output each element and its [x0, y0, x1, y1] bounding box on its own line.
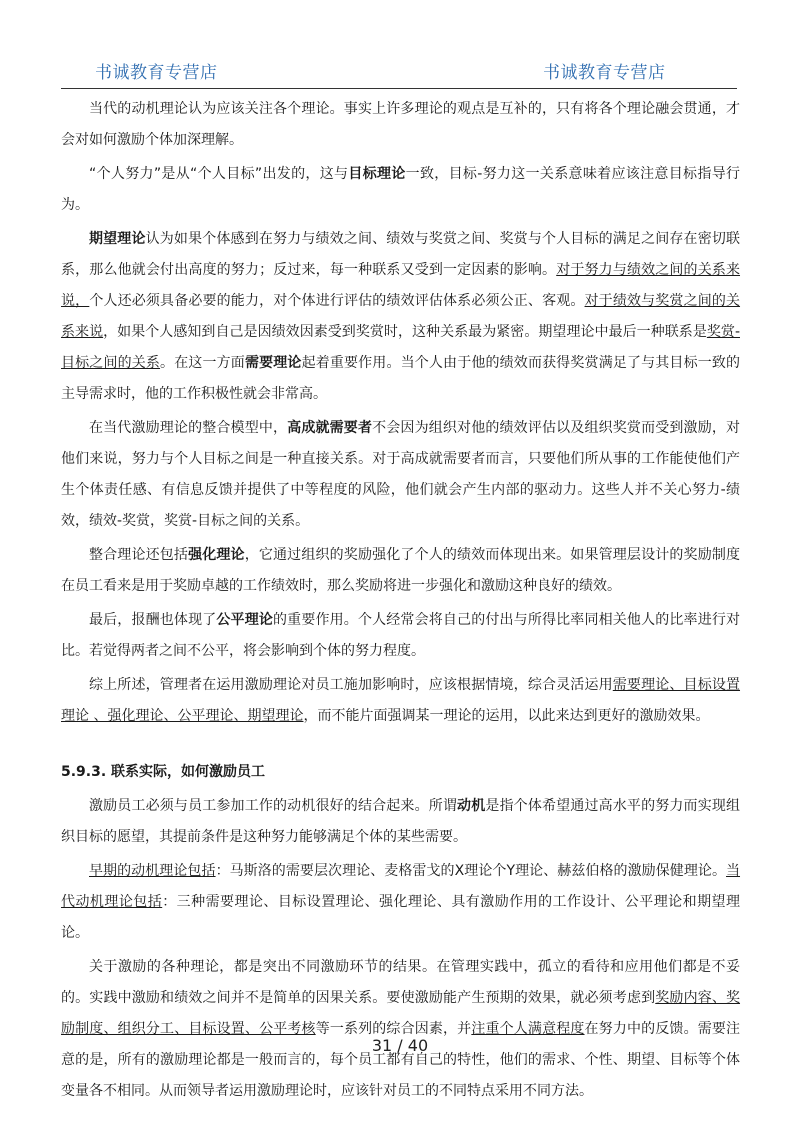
underlined-text: 对于绩效与奖赏之间的关系来说: [61, 293, 741, 340]
underlined-text: 奖励内容、奖励制度、组织分工、目标设置、公平考核: [61, 990, 741, 1037]
underlined-text: 需要理论、目标设置理论 、强化理论、公平理论、期望理论: [61, 677, 741, 724]
paragraph: 最后，报酬也体现了公平理论的重要作用。个人经常会将自己的付出与所得比率同相关他人的比率进行对比。若觉得两者之间不公平，将会影响到个体的努力程度。: [61, 612, 741, 659]
underlined-text: 早期的动机理论包括: [89, 863, 216, 879]
bold-term: 动机: [457, 798, 486, 814]
bold-term: 目标理论: [348, 166, 406, 182]
current-page: 31: [371, 1036, 393, 1055]
paragraph: 当代的动机理论认为应该关注各个理论。事实上许多理论的观点是互补的，只有将各个理论融会贯通，才会对如何激励个体加深理解。: [61, 101, 740, 148]
underlined-text: 对于努力与绩效之间的关系来说，: [61, 262, 741, 309]
header-shop-name-left: 书诚教育专营店: [95, 63, 218, 83]
paragraph: 激励员工必须与员工参加工作的动机很好的结合起来。所谓动机是指个体希望通过高水平的努力而实现组织目标的愿望，其提前条件是这种努力能够满足个体的某些需要。: [61, 798, 741, 845]
total-pages: 40: [407, 1036, 429, 1055]
bold-term: 期望理论: [89, 231, 146, 247]
underlined-text: 奖赏-目标之间的关系: [61, 324, 740, 371]
document-body: [61, 94, 740, 1110]
bold-term: 需要理论: [244, 355, 302, 371]
underlined-text: 注重个人满意程度: [471, 1021, 585, 1037]
page-number: 31 / 40: [371, 1036, 429, 1055]
paragraph: 整合理论还包括强化理论，它通过组织的奖励强化了个人的绩效而体现出来。如果管理层设计的奖励制度在员工看来是用于奖励卓越的工作绩效时，那么奖励将进一步强化和激励这种良好的绩效。: [61, 547, 741, 594]
paragraph: 关于激励的各种理论，都是突出不同激励环节的结果。在管理实践中，孤立的看待和应用他们都是不妥的。实践中激励和绩效之间并不是简单的因果关系。要使激励能产生预期的效果，就必须考虑到奖励内容、奖励制度、组织分工、目标设置、公平考核等一系列的综合因素，并注重个人满意程度在努力中的反馈。需要注意的是，所有的激励理论都是一般而言的，每个员工都有自己的特性，他们的需求、个性、期望、目标等个体变量各不相同。从而领导者运用激励理论时，应该针对员工的不同特点采用不同方法。: [61, 959, 741, 1099]
paragraph: 早期的动机理论包括：马斯洛的需要层次理论、麦格雷戈的X理论个Y理论、赫兹伯格的激励保健理论。当代动机理论包括：三种需要理论、目标设置理论、强化理论、具有激励作用的工作设计、公平理论和期望理论。: [61, 863, 741, 941]
paragraph: 期望理论认为如果个体感到在努力与绩效之间、绩效与奖赏之间、奖赏与个人目标的满足之间存在密切联系，那么他就会付出高度的努力；反过来，每一种联系又受到一定因素的影响。对于努力与绩效之间的关系来说，个人还必须具备必要的能力，对个体进行评估的绩效评估体系必须公正、客观。对于绩效与奖赏之间的关系来说，如果个人感知到自己是因绩效因素受到奖赏时，这种关系最为紧密。期望理论中最后一种联系是奖赏-目标之间的关系。在这一方面需要理论起着重要作用。当个人由于他的绩效而获得奖赏满足了与其目标一致的主导需求时，他的工作积极性就会非常高。: [61, 231, 741, 402]
paragraph: “个人努力”是从“个人目标”出发的，这与目标理论一致，目标-努力这一关系意味着应该注意目标指导行为。: [61, 166, 741, 213]
underlined-text: 当代动机理论包括: [61, 863, 741, 910]
bold-term: 公平理论: [216, 612, 274, 628]
bold-term: 强化理论: [188, 547, 245, 563]
paragraph: 在当代激励理论的整合模型中，高成就需要者不会因为组织对他的绩效评估以及组织奖赏而受到激励，对他们来说，努力与个人目标之间是一种直接关系。对于高成就需要者而言，只要他们所从事的工作能使他们产生个体责任感、有信息反馈并提供了中等程度的风险，他们就会产生内部的驱动力。这些人并不关心努力-绩效，绩效-奖赏，奖赏-目标之间的关系。: [61, 420, 741, 529]
paragraph: 综上所述，管理者在运用激励理论对员工施加影响时，应该根据情境，综合灵活运用需要理论、目标设置理论 、强化理论、公平理论、期望理论，而不能片面强调某一理论的运用，以此来达到更好的激励效果。: [61, 677, 741, 724]
header-divider: [61, 88, 737, 89]
header-shop-name-right: 书诚教育专营店: [543, 63, 666, 83]
bold-term: 高成就需要者: [287, 420, 373, 436]
section-heading: 5.9.3. 联系实际，如何激励员工: [61, 764, 266, 780]
